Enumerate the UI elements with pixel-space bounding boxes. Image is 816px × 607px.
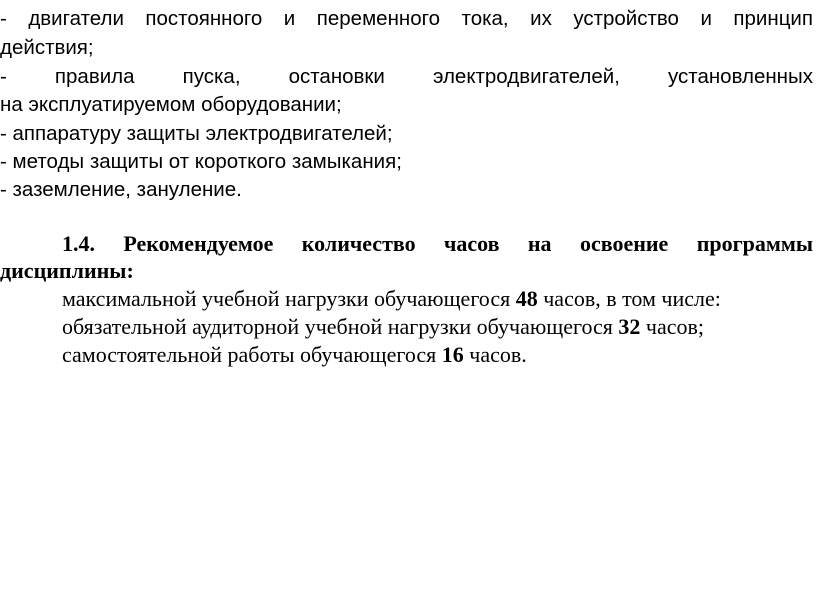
self-work-hours: 16: [441, 342, 464, 367]
max-load-hours: 48: [515, 286, 538, 311]
self-work-suffix: часов.: [463, 342, 527, 367]
list-item-start-rules-line1: - правила пуска, остановки электродвигателей, установленных: [0, 65, 813, 88]
list-item-grounding: - заземление, зануление.: [0, 178, 242, 201]
list-item-start-rules-line2: на эксплуатируемом оборудовании;: [0, 93, 342, 116]
list-item-motors-line1: - двигатели постоянного и переменного тока, их устройство и принцип: [0, 7, 813, 30]
auditorium-load-hours: 32: [618, 314, 641, 339]
max-load-suffix: часов, в том числе:: [537, 286, 721, 311]
list-item-motors-line2: действия;: [0, 36, 94, 59]
self-work-line: [62, 340, 527, 369]
section-heading-line2: [0, 256, 813, 285]
auditorium-load-line: [62, 312, 704, 341]
max-load-line: [62, 284, 721, 313]
self-work-label: самостоятельной работы обучающегося: [62, 342, 442, 367]
auditorium-load-label: обязательной аудиторной учебной нагрузки обучающегося: [62, 314, 619, 339]
section-heading-line1: [0, 229, 813, 258]
max-load-label: максимальной учебной нагрузки обучающегося: [62, 286, 516, 311]
section-heading-continuation: дисциплины:: [0, 258, 134, 283]
list-item-short-circuit: - методы защиты от короткого замыкания;: [0, 150, 402, 173]
auditorium-load-suffix: часов;: [640, 314, 705, 339]
section-heading-text: 1.4. Рекомендуемое количество часов на освоение программы: [62, 231, 813, 256]
list-item-protection-equipment: - аппаратуру защиты электродвигателей;: [0, 122, 393, 145]
